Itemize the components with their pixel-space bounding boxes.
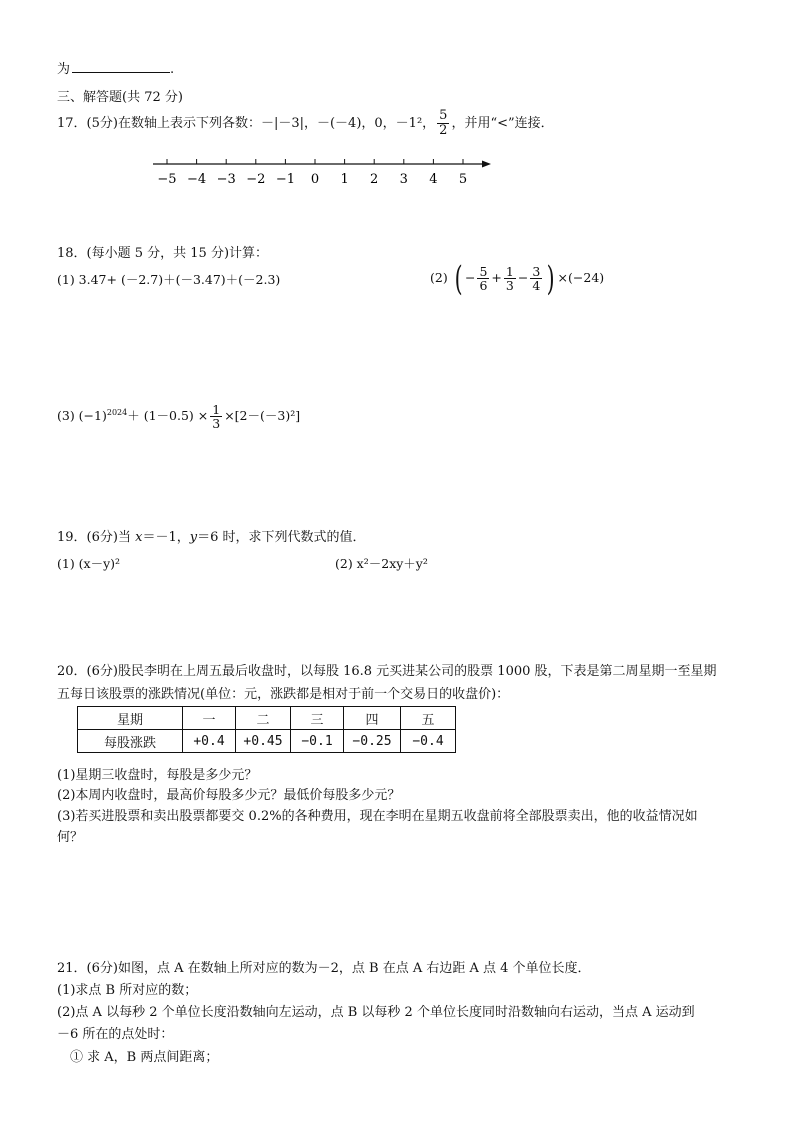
table-cell: 星期 bbox=[78, 707, 183, 730]
q18-p3-mid: ＋ (1－0.5) × bbox=[127, 408, 209, 423]
q19-var-y: y bbox=[189, 530, 198, 545]
q18-stem: 18．(每小题 5 分，共 15 分)计算： bbox=[57, 246, 269, 261]
table-cell: −0.1 bbox=[291, 730, 344, 753]
tick-label: −2 bbox=[246, 172, 266, 187]
table-cell: 二 bbox=[236, 707, 291, 730]
q21-sub1: (1)求点 B 所对应的数； bbox=[57, 983, 198, 998]
q18-part2 bbox=[430, 258, 604, 298]
q18-p3-frac bbox=[210, 403, 222, 430]
tick-label: 1 bbox=[340, 172, 349, 187]
q19-stem-a: 19．(6分)当 bbox=[57, 530, 136, 545]
table-row bbox=[78, 730, 456, 753]
q19-stem-c: ＝6 时，求下列代数式的值． bbox=[197, 530, 366, 545]
frac-den: 3 bbox=[505, 278, 514, 293]
table-cell: 五 bbox=[401, 707, 456, 730]
q18-p2-sign: − bbox=[464, 270, 476, 285]
table-cell: +0.4 bbox=[183, 730, 236, 753]
tick-label: 2 bbox=[370, 172, 379, 187]
q18-part1: (1) 3.47+ (－2.7)＋(－3.47)＋(－2.3) bbox=[57, 272, 281, 287]
tick-label: −1 bbox=[275, 172, 295, 187]
table-cell: +0.45 bbox=[236, 730, 291, 753]
q18-part3 bbox=[57, 396, 300, 436]
q18-p2-frac1 bbox=[477, 265, 489, 292]
tick-label: 5 bbox=[458, 172, 468, 187]
right-paren: ) bbox=[546, 258, 555, 299]
q18-p3-pre: (3) (−1) bbox=[57, 408, 107, 423]
frac-num: 1 bbox=[212, 401, 221, 417]
frac-num: 1 bbox=[505, 263, 514, 279]
section-3-title: 三、解答题(共 72 分) bbox=[57, 90, 183, 105]
q19-stem bbox=[57, 526, 365, 545]
tick-label: −5 bbox=[157, 172, 177, 187]
q21-stem: 21．(6分)如图，点 A 在数轴上所对应的数为－2，点 B 在点 A 右边距 A 点 4 个单位长度． bbox=[57, 961, 591, 976]
table-cell: 三 bbox=[291, 707, 344, 730]
q17-frac-num: 5 bbox=[439, 108, 448, 124]
tick-label: 0 bbox=[310, 172, 320, 187]
q20-sub1: (1)星期三收盘时，每股是多少元？ bbox=[57, 768, 258, 783]
q20-sub3-line2: 何？ bbox=[57, 830, 84, 845]
q18-p2-minus: − bbox=[517, 270, 529, 285]
q20-sub2: (2)本周内收盘时，最高价每股多少元？最低价每股多少元？ bbox=[57, 788, 401, 803]
q18-p2-frac3 bbox=[530, 265, 542, 292]
table-cell: 一 bbox=[183, 707, 236, 730]
q19-var-x: x bbox=[135, 530, 143, 545]
frac-den: 3 bbox=[212, 416, 221, 431]
q21-sub2-line2: －6 所在的点处时： bbox=[57, 1027, 174, 1042]
frac-den: 6 bbox=[479, 278, 488, 293]
stock-change-table bbox=[77, 706, 456, 753]
q21-sub2-item1: ① 求 A，B 两点间距离； bbox=[70, 1050, 219, 1065]
q18-p3-exponent: 2024 bbox=[106, 407, 128, 417]
q17-frac-den: 2 bbox=[439, 123, 448, 138]
frac-den: 4 bbox=[532, 278, 541, 293]
q17-fraction bbox=[437, 109, 449, 137]
tick-label: 3 bbox=[399, 172, 408, 187]
q17-stem-text: 17．(5分)在数轴上表示下列各数：－|－3|，－(－4)，0，－1²， bbox=[57, 116, 436, 131]
tick-label: 4 bbox=[429, 172, 438, 187]
frac-num: 3 bbox=[532, 263, 541, 279]
table-header-row bbox=[78, 707, 456, 730]
q20-sub3-line1: (3)若买进股票和卖出股票都要交 0.2%的各种费用，现在李明在星期五收盘前将全部股票卖出，他的收益情况如 bbox=[57, 809, 698, 824]
tick-label: −3 bbox=[216, 172, 236, 187]
q19-part2: (2) x²－2xy＋y² bbox=[335, 556, 428, 571]
table-cell: 四 bbox=[344, 707, 401, 730]
q21-sub2-line1: (2)点 A 以每秒 2 个单位长度沿数轴向左运动，点 B 以每秒 2 个单位长度同时沿数轴向右运动，当点 A 运动到 bbox=[57, 1005, 695, 1020]
q18-p2-frac2 bbox=[504, 265, 516, 292]
q17-stem bbox=[57, 107, 554, 141]
q17-stem-end: ，并用“<”连接． bbox=[451, 116, 554, 131]
q16-suffix: . bbox=[170, 62, 175, 77]
table-cell: −0.4 bbox=[401, 730, 456, 753]
left-paren: ( bbox=[454, 258, 463, 299]
table-cell: 每股涨跌 bbox=[78, 730, 183, 753]
q18-p2-plus: + bbox=[491, 270, 502, 285]
table-cell: −0.25 bbox=[344, 730, 401, 753]
q20-line2: 五每日该股票的涨跌情况(单位：元，涨跌都是相对于前一个交易日的收盘价)： bbox=[57, 687, 510, 702]
q19-stem-b: ＝－1， bbox=[142, 530, 190, 545]
number-line bbox=[145, 152, 505, 192]
q16-prefix: 为 bbox=[57, 62, 71, 77]
tick-label: −4 bbox=[187, 172, 207, 187]
q19-part1: (1) (x－y)² bbox=[57, 556, 121, 571]
answer-blank[interactable] bbox=[72, 60, 170, 73]
q16-answer-line bbox=[57, 58, 174, 77]
frac-num: 5 bbox=[479, 263, 488, 279]
q18-p3-tail: ×[2－(－3)²] bbox=[224, 408, 301, 423]
q20-line1: 20．(6分)股民李明在上周五最后收盘时，以每股 16.8 元买进某公司的股票 1000 股，下表是第二周星期一至星期 bbox=[57, 664, 717, 679]
q18-part2-label: (2) bbox=[430, 270, 448, 285]
q18-p2-tail: ×(−24) bbox=[557, 270, 605, 285]
number-line-arrow bbox=[482, 161, 491, 168]
